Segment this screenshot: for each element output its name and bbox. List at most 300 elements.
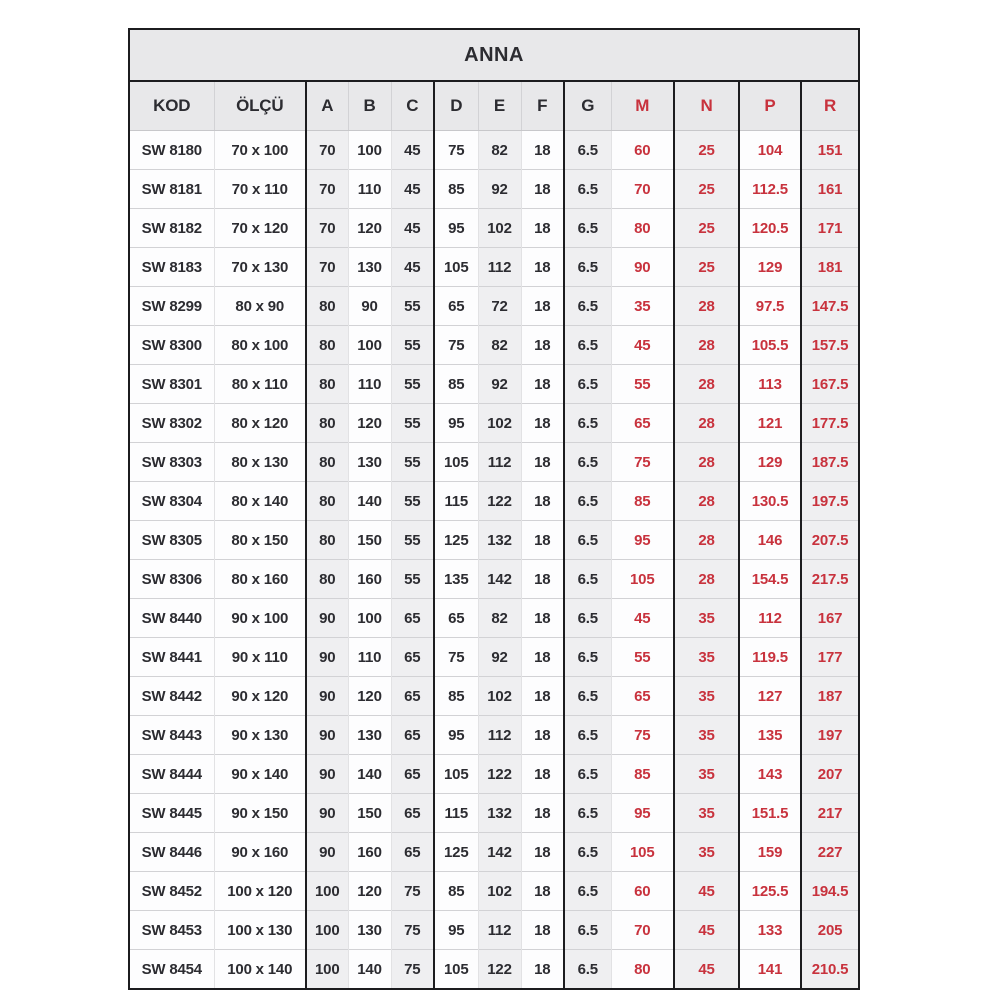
cell-b: 120 bbox=[348, 404, 391, 443]
table-row bbox=[129, 950, 859, 990]
cell-d: 95 bbox=[434, 209, 478, 248]
cell-olcu: 100 x 120 bbox=[214, 872, 306, 911]
cell-e: 132 bbox=[478, 794, 521, 833]
cell-a: 70 bbox=[306, 209, 348, 248]
cell-e: 112 bbox=[478, 911, 521, 950]
cell-f: 18 bbox=[521, 950, 564, 990]
column-header-p: P bbox=[739, 81, 801, 131]
cell-n: 35 bbox=[674, 716, 739, 755]
table-row bbox=[129, 365, 859, 404]
cell-a: 70 bbox=[306, 131, 348, 170]
cell-r: 177.5 bbox=[801, 404, 859, 443]
cell-kod: SW 8299 bbox=[129, 287, 214, 326]
cell-r: 167 bbox=[801, 599, 859, 638]
cell-f: 18 bbox=[521, 755, 564, 794]
cell-n: 25 bbox=[674, 209, 739, 248]
cell-olcu: 80 x 150 bbox=[214, 521, 306, 560]
cell-r: 227 bbox=[801, 833, 859, 872]
cell-m: 70 bbox=[611, 170, 674, 209]
cell-m: 75 bbox=[611, 443, 674, 482]
cell-c: 45 bbox=[391, 170, 434, 209]
cell-n: 45 bbox=[674, 872, 739, 911]
cell-e: 112 bbox=[478, 443, 521, 482]
cell-n: 28 bbox=[674, 560, 739, 599]
cell-a: 80 bbox=[306, 287, 348, 326]
cell-c: 65 bbox=[391, 794, 434, 833]
cell-g: 6.5 bbox=[564, 170, 611, 209]
cell-r: 217.5 bbox=[801, 560, 859, 599]
cell-m: 45 bbox=[611, 599, 674, 638]
cell-b: 90 bbox=[348, 287, 391, 326]
cell-g: 6.5 bbox=[564, 326, 611, 365]
cell-kod: SW 8453 bbox=[129, 911, 214, 950]
cell-p: 154.5 bbox=[739, 560, 801, 599]
product-dimension-table bbox=[128, 28, 858, 990]
cell-f: 18 bbox=[521, 482, 564, 521]
cell-b: 130 bbox=[348, 248, 391, 287]
column-header-e: E bbox=[478, 81, 521, 131]
cell-olcu: 100 x 140 bbox=[214, 950, 306, 990]
cell-p: 113 bbox=[739, 365, 801, 404]
cell-c: 55 bbox=[391, 287, 434, 326]
cell-g: 6.5 bbox=[564, 248, 611, 287]
cell-n: 28 bbox=[674, 326, 739, 365]
table-row bbox=[129, 404, 859, 443]
cell-f: 18 bbox=[521, 404, 564, 443]
cell-n: 25 bbox=[674, 248, 739, 287]
cell-c: 45 bbox=[391, 248, 434, 287]
cell-g: 6.5 bbox=[564, 677, 611, 716]
cell-d: 85 bbox=[434, 677, 478, 716]
cell-kod: SW 8303 bbox=[129, 443, 214, 482]
cell-a: 80 bbox=[306, 443, 348, 482]
cell-a: 100 bbox=[306, 872, 348, 911]
cell-r: 181 bbox=[801, 248, 859, 287]
cell-m: 65 bbox=[611, 404, 674, 443]
cell-n: 35 bbox=[674, 833, 739, 872]
cell-d: 95 bbox=[434, 716, 478, 755]
cell-olcu: 90 x 100 bbox=[214, 599, 306, 638]
cell-olcu: 80 x 140 bbox=[214, 482, 306, 521]
cell-olcu: 80 x 90 bbox=[214, 287, 306, 326]
cell-olcu: 70 x 130 bbox=[214, 248, 306, 287]
cell-c: 65 bbox=[391, 677, 434, 716]
cell-kod: SW 8306 bbox=[129, 560, 214, 599]
table-row bbox=[129, 677, 859, 716]
cell-olcu: 90 x 150 bbox=[214, 794, 306, 833]
cell-g: 6.5 bbox=[564, 404, 611, 443]
cell-d: 95 bbox=[434, 911, 478, 950]
cell-d: 135 bbox=[434, 560, 478, 599]
cell-a: 90 bbox=[306, 755, 348, 794]
cell-kod: SW 8445 bbox=[129, 794, 214, 833]
cell-r: 151 bbox=[801, 131, 859, 170]
cell-g: 6.5 bbox=[564, 482, 611, 521]
cell-m: 70 bbox=[611, 911, 674, 950]
cell-olcu: 80 x 110 bbox=[214, 365, 306, 404]
cell-c: 55 bbox=[391, 443, 434, 482]
cell-f: 18 bbox=[521, 560, 564, 599]
cell-olcu: 70 x 100 bbox=[214, 131, 306, 170]
cell-n: 35 bbox=[674, 638, 739, 677]
table-row bbox=[129, 716, 859, 755]
cell-b: 130 bbox=[348, 443, 391, 482]
cell-m: 105 bbox=[611, 833, 674, 872]
cell-c: 55 bbox=[391, 365, 434, 404]
cell-b: 140 bbox=[348, 482, 391, 521]
cell-c: 45 bbox=[391, 209, 434, 248]
cell-kod: SW 8183 bbox=[129, 248, 214, 287]
cell-kod: SW 8452 bbox=[129, 872, 214, 911]
cell-r: 194.5 bbox=[801, 872, 859, 911]
cell-f: 18 bbox=[521, 677, 564, 716]
cell-b: 160 bbox=[348, 560, 391, 599]
table-row bbox=[129, 833, 859, 872]
cell-e: 92 bbox=[478, 365, 521, 404]
cell-b: 100 bbox=[348, 599, 391, 638]
cell-n: 35 bbox=[674, 755, 739, 794]
cell-c: 75 bbox=[391, 950, 434, 990]
cell-r: 187 bbox=[801, 677, 859, 716]
cell-d: 125 bbox=[434, 833, 478, 872]
cell-d: 65 bbox=[434, 599, 478, 638]
cell-n: 28 bbox=[674, 443, 739, 482]
cell-m: 35 bbox=[611, 287, 674, 326]
column-header-olcu: ÖLÇÜ bbox=[214, 81, 306, 131]
cell-b: 110 bbox=[348, 365, 391, 404]
cell-a: 80 bbox=[306, 326, 348, 365]
cell-c: 65 bbox=[391, 599, 434, 638]
cell-n: 28 bbox=[674, 287, 739, 326]
cell-d: 115 bbox=[434, 794, 478, 833]
table-row bbox=[129, 755, 859, 794]
cell-n: 28 bbox=[674, 521, 739, 560]
cell-p: 159 bbox=[739, 833, 801, 872]
table-row bbox=[129, 209, 859, 248]
cell-d: 105 bbox=[434, 755, 478, 794]
table-row bbox=[129, 521, 859, 560]
cell-e: 92 bbox=[478, 170, 521, 209]
cell-kod: SW 8444 bbox=[129, 755, 214, 794]
cell-e: 102 bbox=[478, 404, 521, 443]
cell-e: 112 bbox=[478, 248, 521, 287]
cell-olcu: 80 x 160 bbox=[214, 560, 306, 599]
table-row bbox=[129, 872, 859, 911]
cell-d: 75 bbox=[434, 638, 478, 677]
table-row bbox=[129, 794, 859, 833]
cell-n: 35 bbox=[674, 794, 739, 833]
cell-a: 80 bbox=[306, 404, 348, 443]
cell-n: 45 bbox=[674, 911, 739, 950]
cell-b: 120 bbox=[348, 209, 391, 248]
cell-r: 210.5 bbox=[801, 950, 859, 990]
cell-p: 119.5 bbox=[739, 638, 801, 677]
cell-olcu: 90 x 120 bbox=[214, 677, 306, 716]
cell-r: 205 bbox=[801, 911, 859, 950]
cell-kod: SW 8454 bbox=[129, 950, 214, 990]
cell-e: 92 bbox=[478, 638, 521, 677]
table-row bbox=[129, 911, 859, 950]
cell-m: 105 bbox=[611, 560, 674, 599]
cell-g: 6.5 bbox=[564, 755, 611, 794]
cell-r: 207 bbox=[801, 755, 859, 794]
cell-a: 70 bbox=[306, 248, 348, 287]
cell-p: 143 bbox=[739, 755, 801, 794]
cell-m: 85 bbox=[611, 482, 674, 521]
cell-f: 18 bbox=[521, 638, 564, 677]
cell-a: 80 bbox=[306, 560, 348, 599]
cell-kod: SW 8301 bbox=[129, 365, 214, 404]
cell-n: 35 bbox=[674, 677, 739, 716]
cell-e: 82 bbox=[478, 131, 521, 170]
cell-c: 45 bbox=[391, 131, 434, 170]
cell-kod: SW 8302 bbox=[129, 404, 214, 443]
cell-b: 120 bbox=[348, 872, 391, 911]
cell-a: 80 bbox=[306, 482, 348, 521]
cell-kod: SW 8180 bbox=[129, 131, 214, 170]
cell-m: 55 bbox=[611, 638, 674, 677]
cell-r: 187.5 bbox=[801, 443, 859, 482]
cell-kod: SW 8182 bbox=[129, 209, 214, 248]
cell-g: 6.5 bbox=[564, 794, 611, 833]
cell-c: 55 bbox=[391, 560, 434, 599]
cell-d: 75 bbox=[434, 131, 478, 170]
cell-c: 65 bbox=[391, 716, 434, 755]
cell-a: 100 bbox=[306, 911, 348, 950]
cell-f: 18 bbox=[521, 599, 564, 638]
cell-c: 55 bbox=[391, 482, 434, 521]
cell-a: 90 bbox=[306, 677, 348, 716]
column-header-d: D bbox=[434, 81, 478, 131]
cell-p: 133 bbox=[739, 911, 801, 950]
column-header-g: G bbox=[564, 81, 611, 131]
table-row bbox=[129, 326, 859, 365]
cell-m: 60 bbox=[611, 872, 674, 911]
cell-n: 25 bbox=[674, 131, 739, 170]
cell-kod: SW 8305 bbox=[129, 521, 214, 560]
cell-kod: SW 8446 bbox=[129, 833, 214, 872]
cell-r: 171 bbox=[801, 209, 859, 248]
cell-d: 115 bbox=[434, 482, 478, 521]
cell-a: 90 bbox=[306, 833, 348, 872]
cell-c: 55 bbox=[391, 326, 434, 365]
cell-r: 197 bbox=[801, 716, 859, 755]
cell-kod: SW 8440 bbox=[129, 599, 214, 638]
cell-olcu: 90 x 130 bbox=[214, 716, 306, 755]
cell-m: 95 bbox=[611, 521, 674, 560]
cell-kod: SW 8304 bbox=[129, 482, 214, 521]
cell-p: 97.5 bbox=[739, 287, 801, 326]
cell-p: 146 bbox=[739, 521, 801, 560]
table-row bbox=[129, 443, 859, 482]
cell-g: 6.5 bbox=[564, 950, 611, 990]
cell-g: 6.5 bbox=[564, 833, 611, 872]
cell-m: 80 bbox=[611, 950, 674, 990]
cell-e: 122 bbox=[478, 482, 521, 521]
cell-m: 95 bbox=[611, 794, 674, 833]
cell-b: 100 bbox=[348, 326, 391, 365]
cell-m: 55 bbox=[611, 365, 674, 404]
cell-olcu: 70 x 110 bbox=[214, 170, 306, 209]
cell-p: 151.5 bbox=[739, 794, 801, 833]
cell-b: 130 bbox=[348, 716, 391, 755]
cell-c: 55 bbox=[391, 521, 434, 560]
cell-olcu: 90 x 160 bbox=[214, 833, 306, 872]
cell-c: 65 bbox=[391, 638, 434, 677]
cell-olcu: 90 x 110 bbox=[214, 638, 306, 677]
cell-r: 177 bbox=[801, 638, 859, 677]
cell-f: 18 bbox=[521, 170, 564, 209]
cell-kod: SW 8300 bbox=[129, 326, 214, 365]
cell-g: 6.5 bbox=[564, 872, 611, 911]
cell-r: 157.5 bbox=[801, 326, 859, 365]
cell-kod: SW 8441 bbox=[129, 638, 214, 677]
cell-f: 18 bbox=[521, 248, 564, 287]
cell-m: 85 bbox=[611, 755, 674, 794]
cell-e: 142 bbox=[478, 833, 521, 872]
cell-m: 75 bbox=[611, 716, 674, 755]
cell-n: 35 bbox=[674, 599, 739, 638]
cell-e: 122 bbox=[478, 950, 521, 990]
cell-g: 6.5 bbox=[564, 911, 611, 950]
column-header-m: M bbox=[611, 81, 674, 131]
column-header-r: R bbox=[801, 81, 859, 131]
cell-p: 112 bbox=[739, 599, 801, 638]
cell-a: 90 bbox=[306, 599, 348, 638]
cell-p: 130.5 bbox=[739, 482, 801, 521]
cell-m: 60 bbox=[611, 131, 674, 170]
cell-olcu: 80 x 100 bbox=[214, 326, 306, 365]
cell-m: 90 bbox=[611, 248, 674, 287]
table-row bbox=[129, 287, 859, 326]
cell-olcu: 90 x 140 bbox=[214, 755, 306, 794]
cell-g: 6.5 bbox=[564, 560, 611, 599]
cell-f: 18 bbox=[521, 287, 564, 326]
cell-d: 85 bbox=[434, 365, 478, 404]
cell-d: 95 bbox=[434, 404, 478, 443]
cell-n: 28 bbox=[674, 365, 739, 404]
table-title: ANNA bbox=[129, 29, 859, 81]
cell-p: 125.5 bbox=[739, 872, 801, 911]
cell-m: 80 bbox=[611, 209, 674, 248]
cell-c: 65 bbox=[391, 755, 434, 794]
table-row bbox=[129, 599, 859, 638]
cell-b: 100 bbox=[348, 131, 391, 170]
cell-b: 120 bbox=[348, 677, 391, 716]
cell-kod: SW 8442 bbox=[129, 677, 214, 716]
cell-e: 82 bbox=[478, 599, 521, 638]
cell-p: 104 bbox=[739, 131, 801, 170]
cell-d: 85 bbox=[434, 170, 478, 209]
cell-c: 75 bbox=[391, 911, 434, 950]
cell-f: 18 bbox=[521, 794, 564, 833]
cell-c: 75 bbox=[391, 872, 434, 911]
cell-d: 65 bbox=[434, 287, 478, 326]
cell-b: 110 bbox=[348, 170, 391, 209]
cell-e: 112 bbox=[478, 716, 521, 755]
cell-d: 75 bbox=[434, 326, 478, 365]
cell-b: 160 bbox=[348, 833, 391, 872]
cell-e: 122 bbox=[478, 755, 521, 794]
cell-m: 65 bbox=[611, 677, 674, 716]
cell-a: 100 bbox=[306, 950, 348, 990]
cell-b: 110 bbox=[348, 638, 391, 677]
table-body bbox=[129, 131, 859, 990]
cell-olcu: 100 x 130 bbox=[214, 911, 306, 950]
cell-r: 147.5 bbox=[801, 287, 859, 326]
cell-r: 207.5 bbox=[801, 521, 859, 560]
cell-a: 90 bbox=[306, 716, 348, 755]
cell-p: 120.5 bbox=[739, 209, 801, 248]
cell-n: 28 bbox=[674, 404, 739, 443]
cell-olcu: 70 x 120 bbox=[214, 209, 306, 248]
table-row bbox=[129, 170, 859, 209]
cell-e: 102 bbox=[478, 209, 521, 248]
table-row bbox=[129, 482, 859, 521]
column-header-kod: KOD bbox=[129, 81, 214, 131]
cell-p: 127 bbox=[739, 677, 801, 716]
cell-e: 102 bbox=[478, 677, 521, 716]
cell-olcu: 80 x 120 bbox=[214, 404, 306, 443]
cell-b: 130 bbox=[348, 911, 391, 950]
cell-p: 105.5 bbox=[739, 326, 801, 365]
cell-b: 140 bbox=[348, 755, 391, 794]
cell-p: 129 bbox=[739, 443, 801, 482]
cell-n: 45 bbox=[674, 950, 739, 990]
cell-g: 6.5 bbox=[564, 599, 611, 638]
cell-a: 90 bbox=[306, 638, 348, 677]
cell-d: 125 bbox=[434, 521, 478, 560]
cell-f: 18 bbox=[521, 131, 564, 170]
cell-f: 18 bbox=[521, 911, 564, 950]
cell-f: 18 bbox=[521, 716, 564, 755]
cell-g: 6.5 bbox=[564, 443, 611, 482]
cell-b: 150 bbox=[348, 794, 391, 833]
column-header-b: B bbox=[348, 81, 391, 131]
column-header-c: C bbox=[391, 81, 434, 131]
cell-a: 80 bbox=[306, 521, 348, 560]
cell-f: 18 bbox=[521, 365, 564, 404]
cell-c: 55 bbox=[391, 404, 434, 443]
cell-p: 121 bbox=[739, 404, 801, 443]
cell-d: 105 bbox=[434, 443, 478, 482]
cell-r: 197.5 bbox=[801, 482, 859, 521]
cell-g: 6.5 bbox=[564, 521, 611, 560]
table-row bbox=[129, 560, 859, 599]
cell-r: 161 bbox=[801, 170, 859, 209]
cell-kod: SW 8181 bbox=[129, 170, 214, 209]
cell-f: 18 bbox=[521, 833, 564, 872]
cell-b: 150 bbox=[348, 521, 391, 560]
cell-a: 80 bbox=[306, 365, 348, 404]
cell-e: 82 bbox=[478, 326, 521, 365]
cell-d: 105 bbox=[434, 248, 478, 287]
cell-g: 6.5 bbox=[564, 131, 611, 170]
header-row bbox=[129, 81, 859, 131]
cell-olcu: 80 x 130 bbox=[214, 443, 306, 482]
cell-a: 70 bbox=[306, 170, 348, 209]
cell-e: 142 bbox=[478, 560, 521, 599]
table-row bbox=[129, 638, 859, 677]
cell-e: 102 bbox=[478, 872, 521, 911]
cell-g: 6.5 bbox=[564, 287, 611, 326]
cell-g: 6.5 bbox=[564, 365, 611, 404]
title-row bbox=[129, 29, 859, 81]
cell-r: 167.5 bbox=[801, 365, 859, 404]
column-header-f: F bbox=[521, 81, 564, 131]
cell-kod: SW 8443 bbox=[129, 716, 214, 755]
column-header-n: N bbox=[674, 81, 739, 131]
